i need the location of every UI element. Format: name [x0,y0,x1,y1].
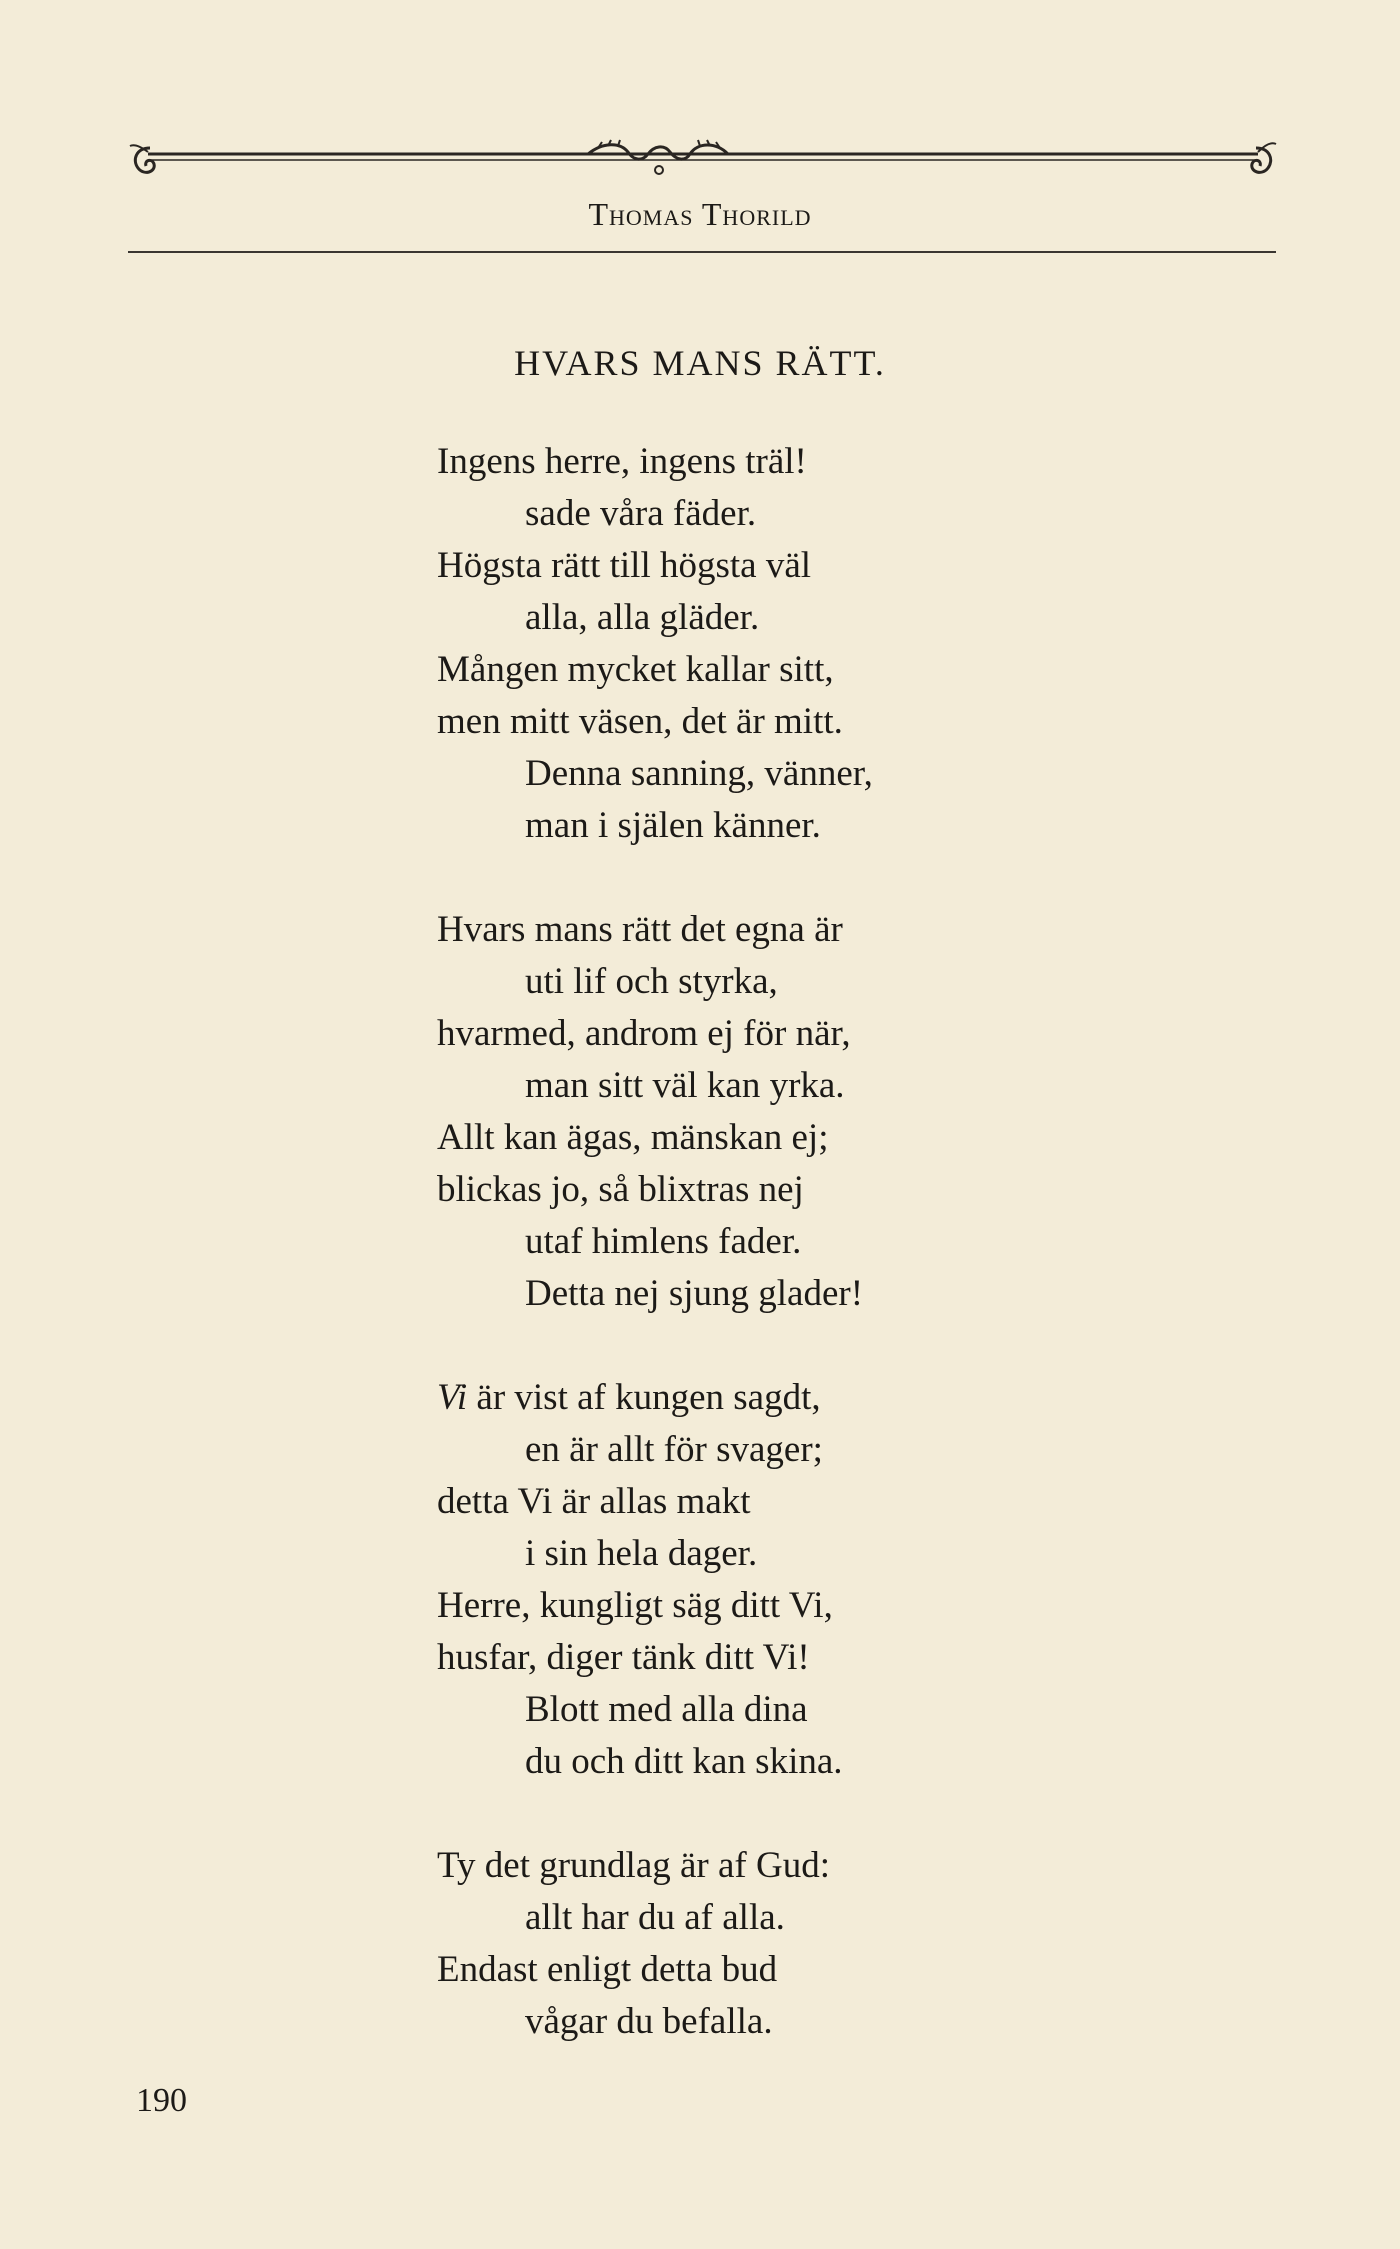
italic-word: Vi [437,1377,468,1418]
poem-line: Blott med alla dina [525,1689,808,1730]
poem-line: men mitt väsen, det är mitt. [437,701,843,742]
poem-line: utaf himlens fader. [525,1221,802,1262]
poem-line: Ty det grundlag är af Gud: [437,1845,830,1886]
poem-line: Mången mycket kallar sitt, [437,649,834,690]
poem-title: HVARS MANS RÄTT. [514,343,886,383]
poem-line: husfar, diger tänk ditt Vi! [437,1637,810,1678]
stanza [437,1372,1057,1788]
poem-body [437,436,1057,2100]
poem-line: du och ditt kan skina. [525,1741,843,1782]
poem-line: Denna sanning, vänner, [525,753,873,794]
poem-line: uti lif och styrka, [525,961,778,1002]
poem-line: vågar du befalla. [525,2001,773,2042]
stanza [437,904,1057,1320]
poem-line: Endast enligt detta bud [437,1949,778,1990]
poem-line: blickas jo, så blixtras nej [437,1169,804,1210]
poem-line: en är allt för svager; [525,1429,823,1470]
poem-line: detta Vi är allas makt [437,1481,751,1522]
stanza [437,436,1057,852]
header-divider [128,251,1276,253]
poem-line: alla, alla gläder. [525,597,760,638]
poem-line: Högsta rätt till högsta väl [437,545,812,586]
line-rest: är vist af kungen sagdt, [467,1377,821,1418]
running-head: Thomas Thorild [588,196,812,232]
decorative-header-ornament-icon [128,138,1278,198]
poem-line: sade våra fäder. [525,493,757,534]
poem-line: Ingens herre, ingens träl! [437,441,807,482]
poem-line: Hvars mans rätt det egna är [437,909,843,950]
poem-line: man sitt väl kan yrka. [525,1065,845,1106]
poem-line: Detta nej sjung glader! [525,1273,864,1314]
poem-line: man i själen känner. [525,805,821,846]
poem-line: i sin hela dager. [525,1533,758,1574]
stanza [437,1840,1057,2048]
poem-line: Herre, kungligt säg ditt Vi, [437,1585,833,1626]
poem-line: hvarmed, androm ej för när, [437,1013,851,1054]
page-number: 190 [136,2082,187,2119]
poem-line: Allt kan ägas, mänskan ej; [437,1117,829,1158]
poem-line [437,1372,1057,1424]
poem-line: allt har du af alla. [525,1897,785,1938]
